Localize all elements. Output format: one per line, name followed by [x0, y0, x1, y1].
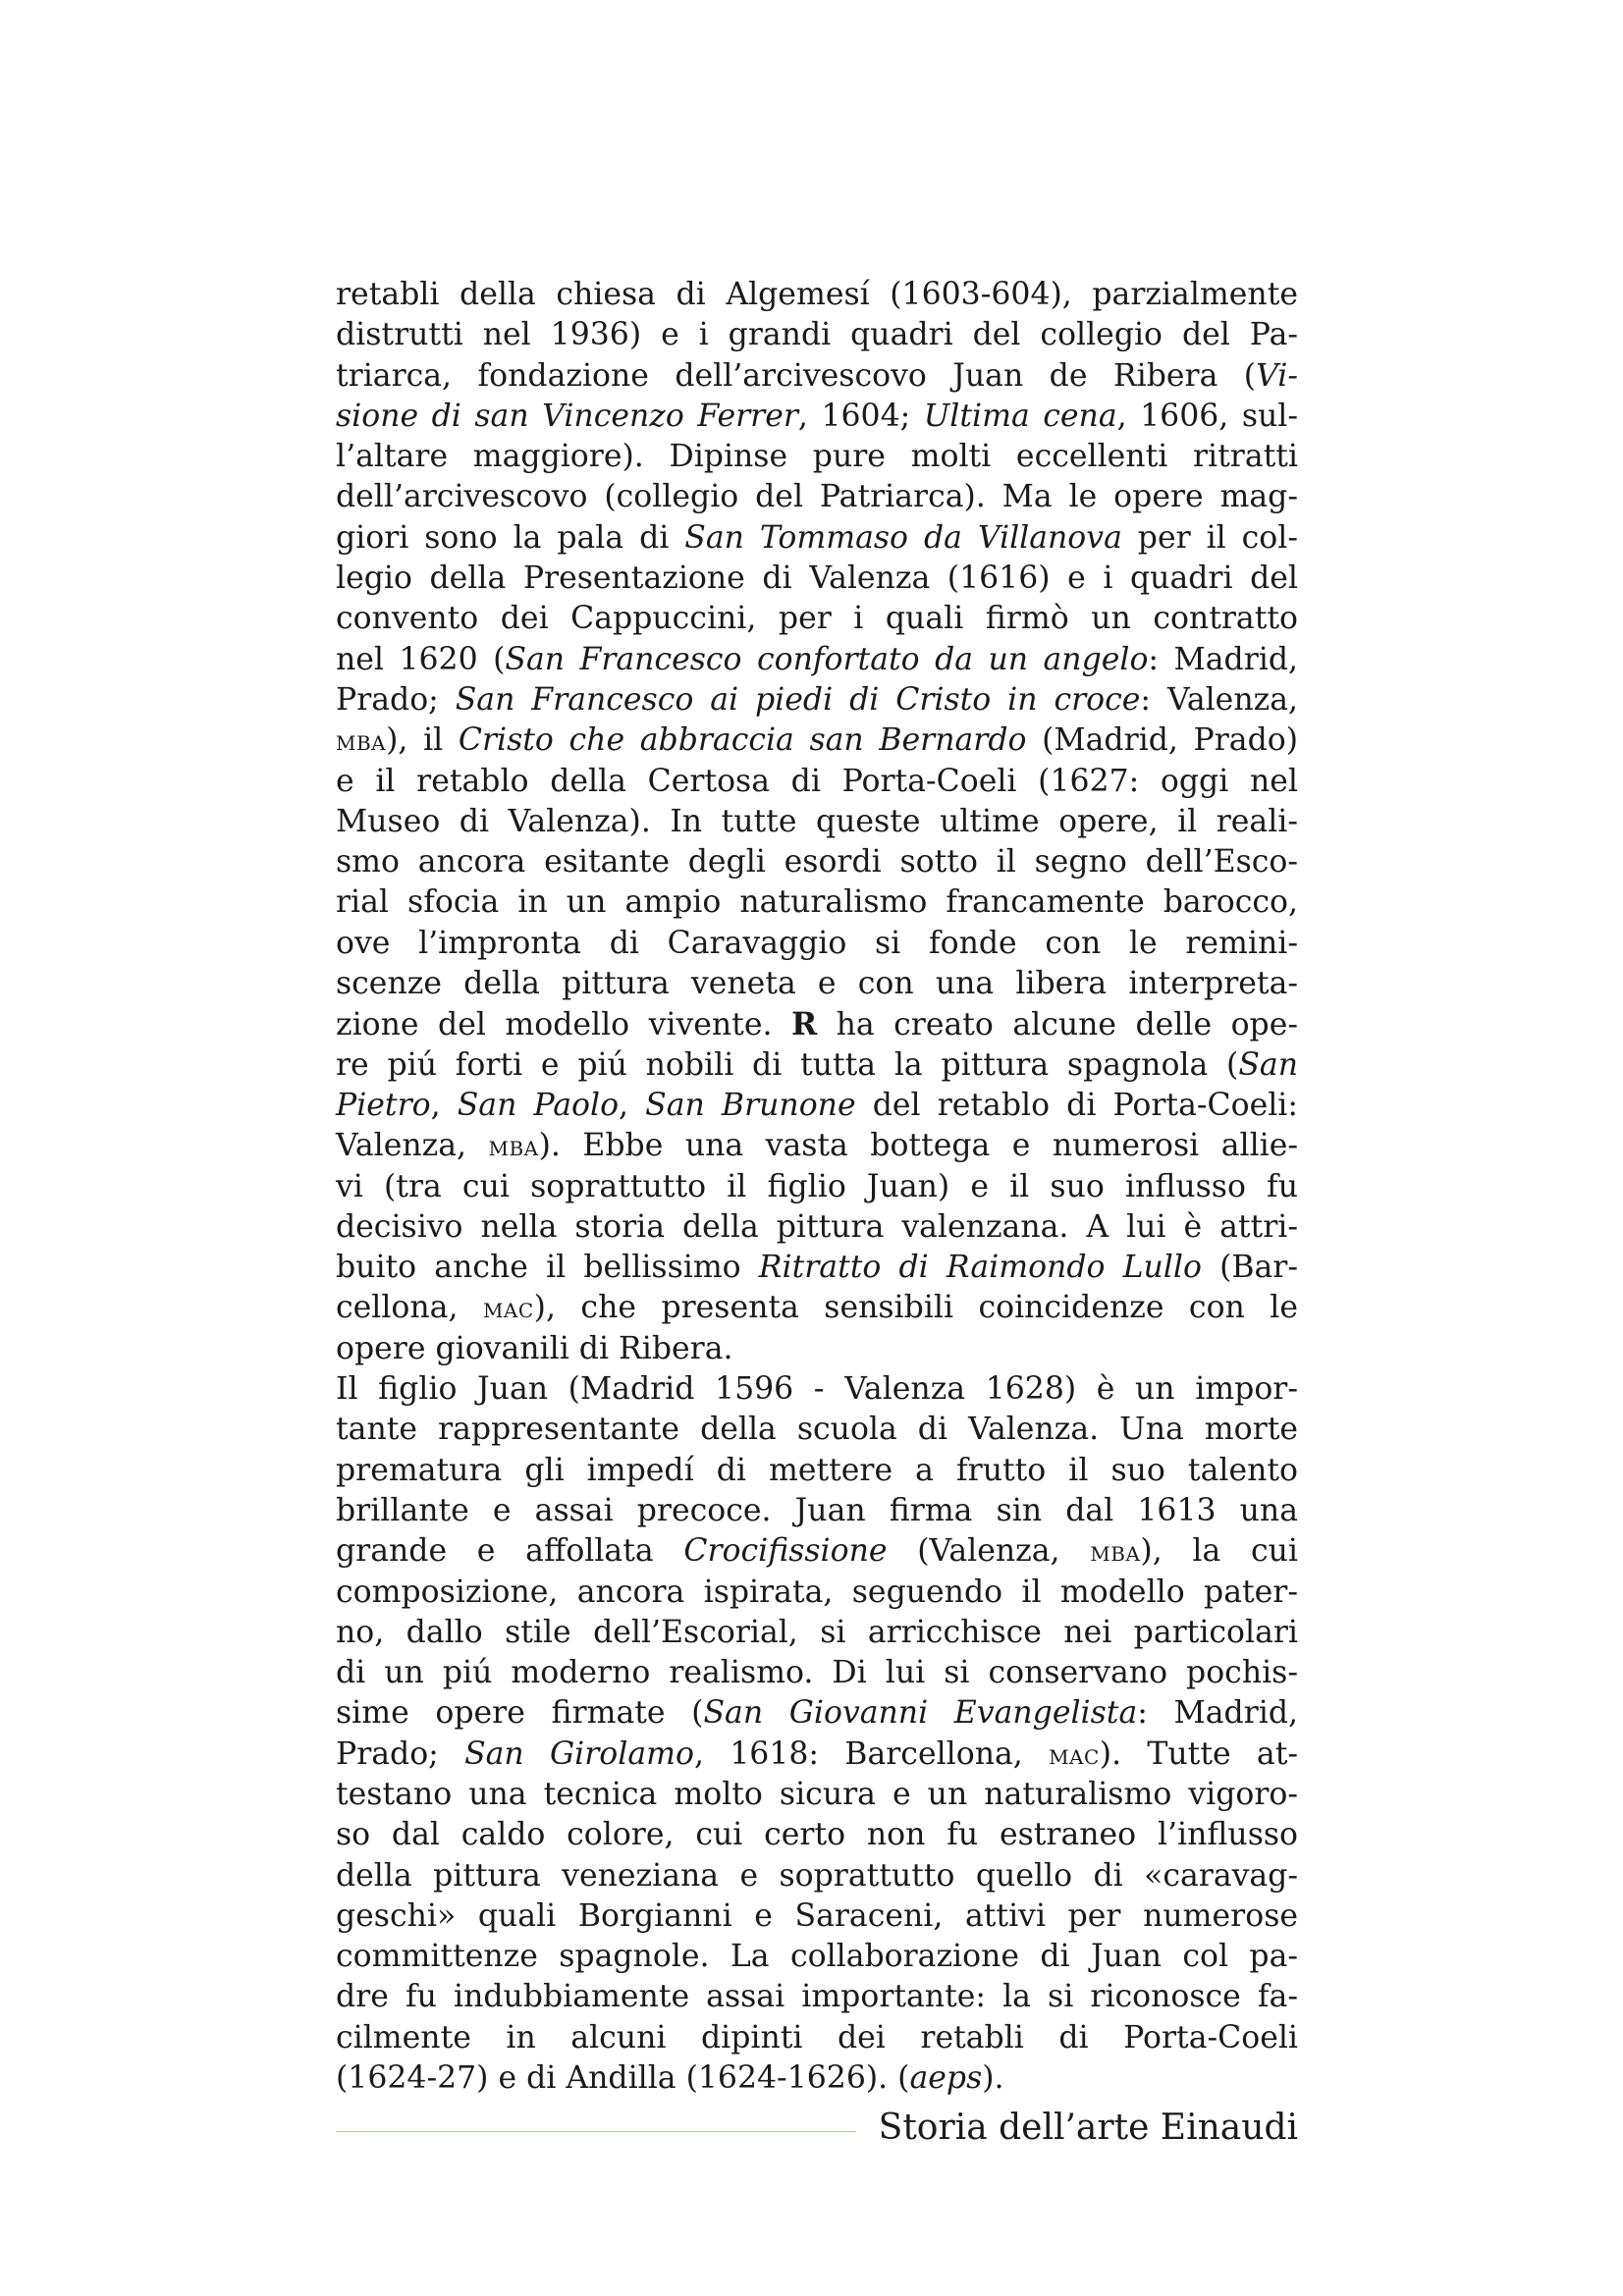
- italic-title: Cristo che abbraccia san Bernardo: [458, 722, 1027, 759]
- text-line: [336, 2058, 1298, 2099]
- text-line: [336, 1288, 1298, 1328]
- text-line: [336, 1775, 1298, 1815]
- text-line: [336, 1086, 1298, 1126]
- text-line: [336, 1207, 1298, 1248]
- text-segment: ). Tutte at-: [1099, 1735, 1299, 1772]
- text-segment: re piú forti e piú nobili di tutta la pittura spagnola (: [336, 1046, 1239, 1083]
- bold-initial: R: [790, 1006, 818, 1043]
- text-line: [336, 477, 1298, 517]
- text-segment: giori sono la pala di: [336, 519, 685, 556]
- text-segment: (Madrid, Prado): [1026, 722, 1299, 759]
- text-line: [336, 1491, 1298, 1531]
- italic-title: San Giovanni Evangelista: [703, 1695, 1138, 1732]
- text-line: [336, 924, 1298, 964]
- text-segment: (Valenza,: [887, 1533, 1091, 1570]
- text-segment: geschi» quali Borgianni e Saraceni, attivi per numerose: [336, 1897, 1298, 1934]
- text-segment: Prado;: [336, 1735, 465, 1772]
- text-segment: (1624-27) e di Andilla (1624-1626). (: [336, 2060, 910, 2097]
- text-line: [336, 1369, 1298, 1410]
- text-segment: buito anche il bellissimo: [336, 1250, 759, 1286]
- text-segment: smo ancora esitante degli esordi sotto il segno dell’Esco-: [336, 844, 1298, 881]
- text-segment: : Madrid,: [1148, 641, 1298, 677]
- text-line: [336, 1815, 1298, 1855]
- italic-title: Ritratto di Raimondo Lullo: [758, 1250, 1202, 1286]
- text-line: [336, 1653, 1298, 1693]
- text-line: [336, 1126, 1298, 1166]
- text-line: [336, 1573, 1298, 1613]
- text-line: [336, 721, 1298, 761]
- text-segment: della pittura veneziana e soprattutto quello di «caravag-: [336, 1857, 1298, 1894]
- text-line: [336, 1045, 1298, 1086]
- text-line: [336, 599, 1298, 639]
- text-segment: testano una tecnica molto sicura e un naturalismo vigoro-: [336, 1776, 1298, 1812]
- text-segment: opere giovanili di Ribera.: [336, 1330, 733, 1366]
- text-segment: cilmente in alcuni dipinti dei retabli di Porta-Coeli: [336, 2019, 1298, 2056]
- text-segment: e il retablo della Certosa di Porta-Coeli (1627: oggi nel: [336, 763, 1298, 799]
- text-segment: so dal caldo colore, cui certo non fu estraneo l’influsso: [336, 1817, 1298, 1853]
- text-segment: ). Ebbe una vasta bottega e numerosi allie-: [538, 1128, 1298, 1164]
- text-segment: ), la cui: [1140, 1533, 1298, 1570]
- text-segment: Prado;: [336, 681, 456, 718]
- italic-title: San Brunone: [645, 1087, 856, 1123]
- text-line: [336, 397, 1298, 437]
- footer-title: Storia dell’arte Einaudi: [878, 2108, 1298, 2148]
- text-line: [336, 1451, 1298, 1491]
- text-line: [336, 275, 1298, 315]
- text-segment: , 1604;: [797, 398, 924, 434]
- text-line: [336, 315, 1298, 355]
- text-line: [336, 1167, 1298, 1207]
- text-segment: rial sfocia in un ampio naturalismo francamente barocco,: [336, 884, 1298, 921]
- italic-title: sione di san Vincenzo Ferrer: [336, 398, 798, 434]
- italic-title: Pietro: [336, 1087, 431, 1123]
- text-line: [336, 762, 1298, 802]
- text-line: [336, 802, 1298, 842]
- abbreviation: mac: [482, 1292, 534, 1325]
- text-segment: tante rappresentante della scuola di Valenza. Una morte: [336, 1412, 1298, 1448]
- text-segment: ).: [982, 2060, 1004, 2097]
- text-segment: committenze spagnole. La collaborazione di Juan col pa-: [336, 1939, 1298, 1975]
- text-segment: per il col-: [1121, 519, 1298, 556]
- text-segment: cellona,: [336, 1290, 483, 1326]
- text-segment: : Madrid,: [1137, 1695, 1298, 1732]
- text-line: [336, 1613, 1298, 1653]
- text-line: [336, 680, 1298, 721]
- text-line: [336, 437, 1298, 477]
- text-line: [336, 518, 1298, 559]
- italic-title: San Girolamo: [464, 1735, 694, 1772]
- text-segment: del retablo di Porta-Coeli:: [855, 1087, 1298, 1123]
- text-segment: ,: [430, 1087, 458, 1123]
- text-segment: triarca, fondazione dell’arcivescovo Juan de Ribera (: [336, 357, 1257, 394]
- text-segment: nel 1620 (: [336, 641, 506, 677]
- text-segment: scenze della pittura veneta e con una libera interpreta-: [336, 966, 1298, 1002]
- italic-title: Ultima cena: [923, 398, 1117, 434]
- text-line: [336, 882, 1298, 923]
- text-segment: l’altare maggiore). Dipinse pure molti eccellenti ritratti: [336, 439, 1298, 475]
- text-line: [336, 1248, 1298, 1288]
- text-segment: legio della Presentazione di Valenza (1616) e i quadri del: [336, 561, 1298, 597]
- text-segment: vi (tra cui soprattutto il figlio Juan) e il suo influsso fu: [336, 1168, 1298, 1204]
- text-line: [336, 2018, 1298, 2058]
- text-line: [336, 1977, 1298, 2017]
- text-line: [336, 1410, 1298, 1450]
- text-segment: zione del modello vivente.: [336, 1007, 791, 1043]
- italic-title: San Francesco ai piedi di Cristo in croce: [455, 681, 1141, 718]
- text-segment: prematura gli impedí di mettere a frutto il suo talento: [336, 1452, 1298, 1488]
- text-line: [336, 1937, 1298, 1977]
- text-segment: grande e affollata: [336, 1533, 684, 1570]
- text-segment: , 1606, sul-: [1116, 398, 1298, 434]
- text-segment: convento dei Cappuccini, per i quali firmò un contratto: [336, 601, 1298, 637]
- text-segment: distrutti nel 1936) e i grandi quadri del collegio del Pa-: [336, 317, 1298, 353]
- text-segment: ), il: [386, 722, 459, 759]
- text-line: [336, 559, 1298, 599]
- text-line: [336, 1735, 1298, 1775]
- text-segment: decisivo nella storia della pittura valenzana. A lui è attri-: [336, 1208, 1298, 1245]
- abbreviation: mba: [336, 724, 387, 758]
- text-segment: composizione, ancora ispirata, seguendo il modello pater-: [336, 1574, 1298, 1610]
- text-segment: (Bar-: [1201, 1250, 1298, 1286]
- italic-title: Vi-: [1256, 357, 1298, 394]
- text-segment: Valenza,: [336, 1128, 489, 1164]
- text-line: [336, 356, 1298, 397]
- italic-title: San Francesco confortato da un angelo: [505, 641, 1149, 677]
- text-line: [336, 1329, 1298, 1369]
- text-segment: di un piú moderno realismo. Di lui si conservano pochis-: [336, 1655, 1298, 1691]
- italic-title: Crocifissione: [683, 1533, 888, 1570]
- footer-rule: [336, 2131, 856, 2132]
- text-segment: : Valenza,: [1140, 681, 1298, 718]
- italic-title: San Paolo: [457, 1087, 620, 1123]
- text-line: [336, 640, 1298, 680]
- text-segment: ), che presenta sensibili coincidenze con le: [533, 1290, 1298, 1326]
- text-segment: Il figlio Juan (Madrid 1596 - Valenza 1628) è un impor-: [336, 1371, 1298, 1408]
- text-line: [336, 1896, 1298, 1937]
- text-segment: dre fu indubbiamente assai importante: la si riconosce fa-: [336, 1979, 1298, 2015]
- text-segment: Museo di Valenza). In tutte queste ultime opere, il reali-: [336, 803, 1298, 839]
- body-text: [336, 275, 1298, 2099]
- text-segment: dell’arcivescovo (collegio del Patriarca). Ma le opere mag-: [336, 479, 1298, 515]
- text-segment: , 1618: Barcellona,: [693, 1735, 1050, 1772]
- text-line: [336, 1531, 1298, 1572]
- text-segment: no, dallo stile dell’Escorial, si arricchisce nei particolari: [336, 1614, 1298, 1650]
- text-segment: ove l’impronta di Caravaggio si fonde con le remini-: [336, 925, 1298, 961]
- text-line: [336, 1856, 1298, 1896]
- text-line: [336, 842, 1298, 882]
- italic-title: San Tommaso da Villanova: [684, 519, 1122, 556]
- text-segment: brillante e assai precoce. Juan firma sin dal 1613 una: [336, 1492, 1298, 1528]
- text-line: [336, 1693, 1298, 1734]
- italic-title: aeps: [909, 2060, 983, 2097]
- text-segment: ha creato alcune delle ope-: [817, 1007, 1298, 1043]
- text-segment: sime opere firmate (: [336, 1695, 704, 1732]
- abbreviation: mac: [1049, 1737, 1100, 1771]
- text-line: [336, 1004, 1298, 1044]
- text-segment: ,: [619, 1087, 646, 1123]
- italic-title: San: [1238, 1046, 1298, 1083]
- text-segment: retabli della chiesa di Algemesí (1603-604), parzialmente: [336, 277, 1298, 312]
- abbreviation: mba: [488, 1130, 539, 1163]
- text-line: [336, 964, 1298, 1004]
- abbreviation: mba: [1090, 1535, 1141, 1569]
